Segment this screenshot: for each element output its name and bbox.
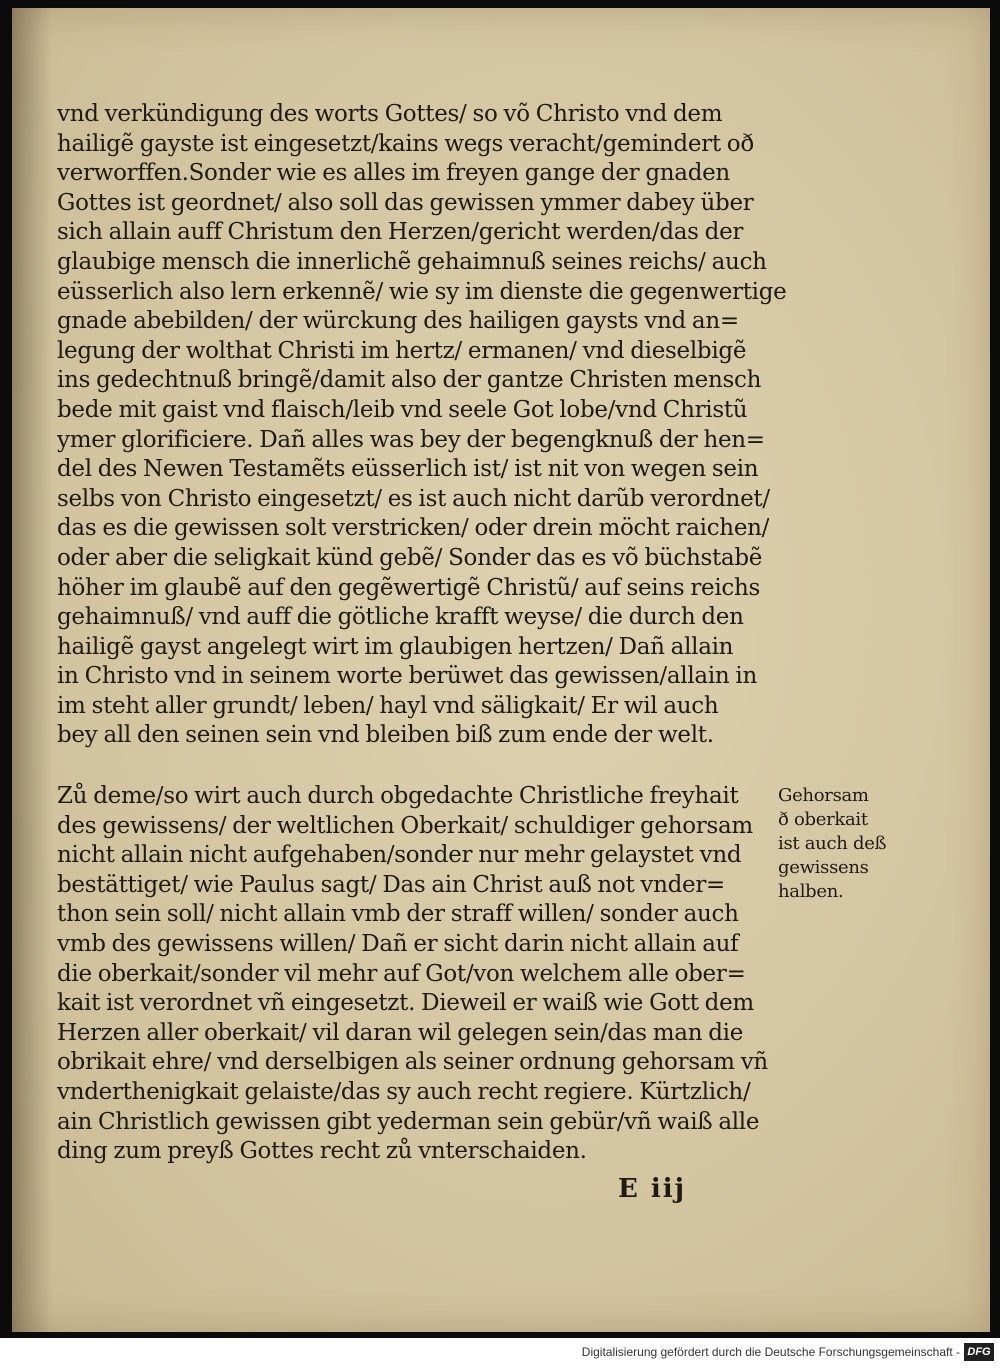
text-line: bey all den seinen sein vnd bleiben biß zum ende der welt.	[57, 722, 714, 749]
footer-bar	[0, 1338, 1000, 1368]
text-line: glaubige mensch die innerlichẽ gehaimnuß seines reichs/ auch	[57, 248, 767, 275]
text-line: das es die gewissen solt verstricken/ oder drein möcht raichen/	[57, 515, 770, 542]
text-line: ain Christlich gewissen gibt yederman sein gebür/vñ waiß alle	[57, 1108, 760, 1135]
text-line: nicht allain nicht aufgehaben/sonder nur mehr gelaystet vnd	[57, 842, 742, 869]
footer-credit: Digitalisierung gefördert durch die Deutsche Forschungsgemeinschaft -	[581, 1345, 960, 1359]
text-line: im steht aller grundt/ leben/ hayl vnd säligkait/ Er wil auch	[57, 692, 719, 719]
text-line: vmb des gewissens willen/ Dañ er sicht darin nicht allain auf	[57, 930, 739, 957]
margin-note	[778, 784, 908, 904]
text-line: selbs von Christo eingesetzt/ es ist auch nicht darũb verordnet/	[57, 485, 770, 512]
text-line: hailigẽ gayst angelegt wirt im glaubigen hertzen/ Dañ allain	[57, 633, 734, 660]
margin-note-line: ist auch deß	[778, 833, 887, 854]
text-line: Zů deme/so wirt auch durch obgedachte Christliche freyhait	[57, 783, 739, 809]
margin-note-line: gewissens	[778, 857, 869, 878]
text-line: vnderthenigkait gelaiste/das sy auch recht regiere. Kürtzlich/	[57, 1078, 751, 1105]
margin-note-line: Gehorsam	[778, 785, 869, 806]
text-line: die oberkait/sonder vil mehr auf Got/von welchem alle ober=	[57, 960, 746, 987]
text-line: ding zum preyß Gottes recht zů vnterschaiden.	[57, 1138, 587, 1165]
text-line: gnade abebilden/ der würckung des hailigen gaysts vnd an=	[57, 308, 739, 335]
text-line: Gottes ist geordnet/ also soll das gewissen ymmer dabey über	[57, 189, 754, 216]
text-line: ins gedechtnuß bringẽ/damit also der gantze Christen mensch	[57, 367, 762, 394]
text-line: hailigẽ gayste ist eingesetzt/kains wegs veracht/gemindert oð	[57, 130, 754, 157]
text-line: legung der wolthat Christi im hertz/ ermanen/ vnd dieselbigẽ	[57, 337, 747, 364]
text-line: verworffen.Sonder wie es alles im freyen gange der gnaden	[57, 160, 730, 187]
text-line: bede mit gaist vnd flaisch/leib vnd seele Got lobe/vnd Christũ	[57, 396, 748, 423]
text-line: sich allain auff Christum den Herzen/gericht werden/das der	[57, 219, 744, 246]
dfg-logo-icon: DFG	[964, 1343, 994, 1361]
text-line: gehaimnuß/ vnd auff die götliche krafft weyse/ die durch den	[57, 604, 744, 631]
text-line: oder aber die seligkait künd gebẽ/ Sonder das es võ büchstabẽ	[57, 544, 763, 571]
text-line: thon sein soll/ nicht allain vmb der straff willen/ sonder auch	[57, 901, 739, 928]
spine-shadow	[12, 8, 52, 1332]
text-line: Herzen aller oberkait/ vil daran wil gelegen sein/das man die	[57, 1019, 744, 1046]
text-line: höher im glaubẽ auf den gegẽwertigẽ Christũ/ auf seins reichs	[57, 574, 761, 601]
signature-mark: E iij	[618, 1174, 687, 1204]
paragraph-1	[57, 100, 787, 751]
text-line: ymer glorificiere. Dañ alles was bey der begengknuß der hen=	[57, 426, 765, 453]
text-line: eüsserlich also lern erkennẽ/ wie sy im dienste die gegenwertige	[57, 278, 787, 305]
text-line: vnd verkündigung des worts Gottes/ so võ Christo vnd dem	[57, 101, 723, 127]
text-line: del des Newen Testamẽts eüsserlich ist/ ist nit von wegen sein	[57, 456, 759, 483]
text-line: in Christo vnd in seinem worte berüwet das gewissen/allain in	[57, 663, 757, 690]
text-line: bestättiget/ wie Paulus sagt/ Das ain Christ auß not vnder=	[57, 871, 726, 898]
margin-note-line: halben.	[778, 881, 844, 902]
text-line: des gewissens/ der weltlichen Oberkait/ schuldiger gehorsam	[57, 812, 753, 839]
paragraph-2	[57, 782, 787, 1167]
text-line: kait ist verordnet vñ eingesetzt. Dieweil er waiß wie Gott dem	[57, 990, 754, 1017]
margin-note-line: ð oberkait	[778, 809, 868, 830]
text-line: obrikait ehre/ vnd derselbigen als seiner ordnung gehorsam vñ	[57, 1049, 768, 1076]
